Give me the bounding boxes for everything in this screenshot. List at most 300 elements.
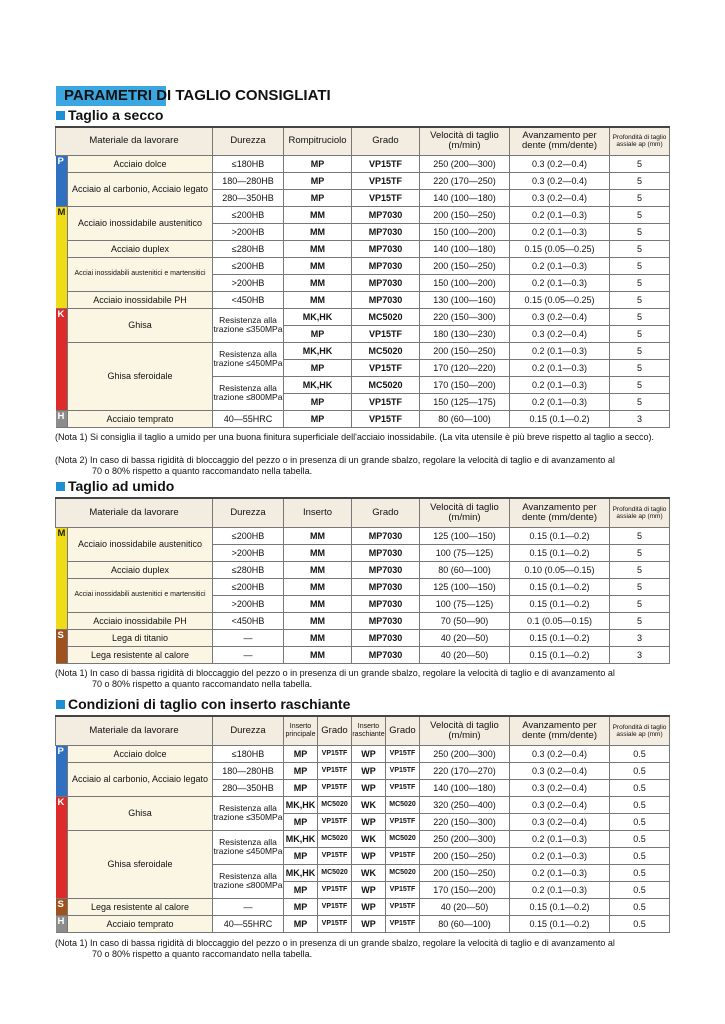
table-row	[56, 240, 670, 257]
grade-cell: VP15TF	[352, 155, 420, 172]
table-row	[56, 342, 670, 359]
feed-cell: 0.2 (0.1—0.3)	[510, 274, 610, 291]
depth-cell: 5	[610, 544, 670, 561]
feed-cell: 0.3 (0.2—0.4)	[510, 155, 610, 172]
header-grade: Grado	[352, 127, 420, 155]
speed-cell: 320 (250—400)	[420, 796, 510, 813]
speed-cell: 150 (100—200)	[420, 274, 510, 291]
grade-cell: VP15TF	[352, 189, 420, 206]
feed-cell: 0.15 (0.1—0.2)	[510, 527, 610, 544]
table-row	[56, 291, 670, 308]
grade-cell: VP15TF	[318, 915, 352, 932]
hardness-cell: 280—350HB	[213, 779, 284, 796]
grade-cell: MP7030	[352, 257, 420, 274]
speed-cell: 100 (75—125)	[420, 544, 510, 561]
table-row	[56, 410, 670, 427]
grade-cell: VP15TF	[318, 813, 352, 830]
table-row	[56, 561, 670, 578]
depth-cell: 0.5	[610, 762, 670, 779]
wiper-insert-cell: WP	[352, 898, 386, 915]
table-row	[56, 915, 670, 932]
header-hardness: Durezza	[213, 127, 284, 155]
material-cell: Acciaio duplex	[68, 240, 213, 257]
material-cell: Lega resistente al calore	[68, 898, 213, 915]
depth-cell: 3	[610, 410, 670, 427]
hardness-cell: <450HB	[213, 291, 284, 308]
dry-note-1-text: (Nota 1) Si consiglia il taglio a umido per una buona finitura superficiale dell'acciaio inossidabile. (La vita utensile è più breve rispetto al taglio a secco).	[55, 432, 655, 442]
breaker-cell: MK,HK	[284, 308, 352, 325]
group-p-badge: P	[56, 745, 68, 796]
wet-cutting-table	[55, 497, 670, 664]
depth-cell: 5	[610, 155, 670, 172]
breaker-cell: MM	[284, 240, 352, 257]
insert-cell: MM	[284, 646, 352, 663]
depth-cell: 5	[610, 595, 670, 612]
dry-note-1	[55, 432, 675, 443]
table-header-row	[56, 127, 670, 155]
hardness-cell: Resistenza alla trazione ≤800MPa	[213, 376, 284, 410]
hardness-cell: Resistenza alla trazione ≤800MPa	[213, 864, 284, 898]
feed-cell: 0.2 (0.1—0.3)	[510, 257, 610, 274]
main-insert-cell: MK,HK	[284, 830, 318, 847]
grade-2-cell: VP15TF	[386, 915, 420, 932]
speed-cell: 140 (100—180)	[420, 779, 510, 796]
hardness-cell: 40—55HRC	[213, 410, 284, 427]
breaker-cell: MM	[284, 274, 352, 291]
feed-cell: 0.2 (0.1—0.3)	[510, 864, 610, 881]
grade-cell: VP15TF	[352, 325, 420, 342]
speed-cell: 220 (170—250)	[420, 172, 510, 189]
material-cell: Acciaio dolce	[68, 155, 213, 172]
breaker-cell: MP	[284, 410, 352, 427]
breaker-cell: MK,HK	[284, 376, 352, 393]
insert-cell: MM	[284, 561, 352, 578]
table-row	[56, 206, 670, 223]
depth-cell: 5	[610, 291, 670, 308]
feed-cell: 0.10 (0.05—0.15)	[510, 561, 610, 578]
depth-cell: 5	[610, 359, 670, 376]
material-cell: Acciaio temprato	[68, 915, 213, 932]
speed-cell: 125 (100—150)	[420, 578, 510, 595]
feed-cell: 0.3 (0.2—0.4)	[510, 189, 610, 206]
hardness-cell: ≤200HB	[213, 206, 284, 223]
material-cell: Acciai inossidabili austenitici e martensitici	[68, 578, 213, 612]
insert-cell: MM	[284, 544, 352, 561]
material-cell: Acciaio inossidabile austenitico	[68, 206, 213, 240]
header-grade: Grado	[318, 716, 352, 745]
material-cell: Acciaio dolce	[68, 745, 213, 762]
feed-cell: 0.2 (0.1—0.3)	[510, 881, 610, 898]
depth-cell: 5	[610, 393, 670, 410]
speed-cell: 250 (200—300)	[420, 155, 510, 172]
main-insert-cell: MK,HK	[284, 796, 318, 813]
breaker-cell: MM	[284, 257, 352, 274]
group-p-badge: P	[56, 155, 68, 206]
depth-cell: 5	[610, 189, 670, 206]
page-title	[56, 86, 376, 106]
hardness-cell: 40—55HRC	[213, 915, 284, 932]
feed-cell: 0.3 (0.2—0.4)	[510, 762, 610, 779]
grade-2-cell: VP15TF	[386, 847, 420, 864]
depth-cell: 3	[610, 629, 670, 646]
depth-cell: 0.5	[610, 779, 670, 796]
hardness-cell: Resistenza alla trazione ≤350MPa	[213, 308, 284, 342]
wiper-note-1-line1: (Nota 1) In caso di bassa rigidità di bloccaggio del pezzo o in presenza di un grande sbalzo, regolare la velocità di taglio e di avanzamento al	[55, 938, 615, 948]
main-insert-cell: MK,HK	[284, 864, 318, 881]
material-cell: Acciaio duplex	[68, 561, 213, 578]
table-row	[56, 172, 670, 189]
depth-cell: 5	[610, 274, 670, 291]
hardness-cell: >200HB	[213, 595, 284, 612]
section-heading-dry	[56, 107, 163, 123]
speed-cell: 170 (150—200)	[420, 376, 510, 393]
feed-cell: 0.3 (0.2—0.4)	[510, 325, 610, 342]
feed-cell: 0.3 (0.2—0.4)	[510, 745, 610, 762]
grade-cell: VP15TF	[352, 172, 420, 189]
main-insert-cell: MP	[284, 762, 318, 779]
wiper-insert-cell: WP	[352, 847, 386, 864]
speed-cell: 40 (20—50)	[420, 629, 510, 646]
feed-cell: 0.2 (0.1—0.3)	[510, 359, 610, 376]
main-insert-cell: MP	[284, 745, 318, 762]
grade-2-cell: MC5020	[386, 864, 420, 881]
wet-note-1-line2: 70 o 80% rispetto a quanto raccomandato nella tabella.	[92, 679, 313, 689]
grade-cell: MP7030	[352, 595, 420, 612]
depth-cell: 5	[610, 376, 670, 393]
wiper-insert-cell: WK	[352, 830, 386, 847]
material-cell: Lega di titanio	[68, 629, 213, 646]
feed-cell: 0.2 (0.1—0.3)	[510, 376, 610, 393]
insert-cell: MM	[284, 595, 352, 612]
grade-cell: MP7030	[352, 646, 420, 663]
grade-cell: MC5020	[352, 376, 420, 393]
grade-cell: MP7030	[352, 223, 420, 240]
main-insert-cell: MP	[284, 847, 318, 864]
depth-cell: 0.5	[610, 847, 670, 864]
wet-note-1	[55, 668, 675, 690]
table-row	[56, 629, 670, 646]
table-row	[56, 612, 670, 629]
speed-cell: 40 (20—50)	[420, 898, 510, 915]
speed-cell: 40 (20—50)	[420, 646, 510, 663]
grade-cell: VP15TF	[352, 359, 420, 376]
feed-cell: 0.15 (0.1—0.2)	[510, 915, 610, 932]
depth-cell: 0.5	[610, 898, 670, 915]
hardness-cell: ≤280HB	[213, 561, 284, 578]
feed-cell: 0.15 (0.1—0.2)	[510, 595, 610, 612]
grade-2-cell: VP15TF	[386, 779, 420, 796]
header-speed: Velocità di taglio (m/min)	[420, 127, 510, 155]
feed-cell: 0.2 (0.1—0.3)	[510, 223, 610, 240]
header-material: Materiale da lavorare	[56, 127, 213, 155]
depth-cell: 5	[610, 612, 670, 629]
grade-cell: VP15TF	[352, 410, 420, 427]
grade-2-cell: VP15TF	[386, 898, 420, 915]
speed-cell: 140 (100—180)	[420, 189, 510, 206]
section-heading-wiper-text: Condizioni di taglio con inserto raschiante	[68, 696, 351, 712]
grade-cell: MC5020	[352, 308, 420, 325]
speed-cell: 220 (170—270)	[420, 762, 510, 779]
depth-cell: 5	[610, 206, 670, 223]
grade-cell: MP7030	[352, 629, 420, 646]
breaker-cell: MP	[284, 189, 352, 206]
depth-cell: 0.5	[610, 813, 670, 830]
speed-cell: 250 (200—300)	[420, 745, 510, 762]
insert-cell: MM	[284, 629, 352, 646]
feed-cell: 0.15 (0.05—0.25)	[510, 291, 610, 308]
table-row	[56, 830, 670, 847]
section-heading-dry-text: Taglio a secco	[68, 107, 164, 123]
breaker-cell: MP	[284, 393, 352, 410]
feed-cell: 0.15 (0.1—0.2)	[510, 646, 610, 663]
feed-cell: 0.15 (0.1—0.2)	[510, 578, 610, 595]
feed-cell: 0.2 (0.1—0.3)	[510, 830, 610, 847]
grade-cell: MP7030	[352, 274, 420, 291]
breaker-cell: MM	[284, 223, 352, 240]
wiper-insert-cell: WP	[352, 813, 386, 830]
dry-note-2-line1: (Nota 2) In caso di bassa rigidità di bloccaggio del pezzo o in presenza di un grande sbalzo, regolare la velocità di taglio e di avanzamento al	[55, 455, 615, 465]
hardness-cell: Resistenza alla trazione ≤350MPa	[213, 796, 284, 830]
depth-cell: 0.5	[610, 745, 670, 762]
speed-cell: 100 (75—125)	[420, 595, 510, 612]
hardness-cell: <450HB	[213, 612, 284, 629]
grade-cell: MP7030	[352, 578, 420, 595]
grade-cell: VP15TF	[318, 762, 352, 779]
group-k-badge: K	[56, 796, 68, 898]
feed-cell: 0.15 (0.1—0.2)	[510, 629, 610, 646]
square-bullet-icon	[56, 700, 65, 709]
grade-cell: MP7030	[352, 544, 420, 561]
feed-cell: 0.1 (0.05—0.15)	[510, 612, 610, 629]
breaker-cell: MM	[284, 206, 352, 223]
depth-cell: 3	[610, 646, 670, 663]
speed-cell: 70 (50—90)	[420, 612, 510, 629]
table-row	[56, 155, 670, 172]
grade-cell: MC5020	[352, 342, 420, 359]
wiper-insert-table	[55, 715, 670, 933]
feed-cell: 0.3 (0.2—0.4)	[510, 813, 610, 830]
speed-cell: 140 (100—180)	[420, 240, 510, 257]
dry-note-2	[55, 455, 675, 477]
feed-cell: 0.15 (0.1—0.2)	[510, 898, 610, 915]
main-insert-cell: MP	[284, 813, 318, 830]
table-header-row	[56, 716, 670, 745]
breaker-cell: MM	[284, 291, 352, 308]
group-k-badge: K	[56, 308, 68, 410]
material-cell: Acciaio al carbonio, Acciaio legato	[68, 762, 213, 796]
header-material: Materiale da lavorare	[56, 716, 213, 745]
grade-cell: MP7030	[352, 240, 420, 257]
speed-cell: 220 (150—300)	[420, 308, 510, 325]
header-wiper-insert: Inserto raschiante	[352, 716, 386, 745]
table-row	[56, 762, 670, 779]
header-depth: Profondità di taglio assiale ap (mm)	[610, 498, 670, 527]
hardness-cell: >200HB	[213, 544, 284, 561]
grade-2-cell: VP15TF	[386, 881, 420, 898]
speed-cell: 250 (200—300)	[420, 830, 510, 847]
wiper-insert-cell: WP	[352, 915, 386, 932]
table-row	[56, 898, 670, 915]
table-row	[56, 578, 670, 595]
wiper-insert-cell: WP	[352, 779, 386, 796]
header-depth: Profondità di taglio assiale ap (mm)	[610, 716, 670, 745]
grade-2-cell: VP15TF	[386, 813, 420, 830]
hardness-cell: >200HB	[213, 223, 284, 240]
section-heading-wiper	[56, 696, 350, 712]
feed-cell: 0.2 (0.1—0.3)	[510, 393, 610, 410]
group-h-badge: H	[56, 915, 68, 932]
header-depth: Profondità di taglio assiale ap (mm)	[610, 127, 670, 155]
depth-cell: 0.5	[610, 830, 670, 847]
table-row	[56, 308, 670, 325]
main-insert-cell: MP	[284, 898, 318, 915]
grade-cell: VP15TF	[318, 745, 352, 762]
depth-cell: 5	[610, 257, 670, 274]
speed-cell: 150 (100—200)	[420, 223, 510, 240]
hardness-cell: —	[213, 629, 284, 646]
grade-cell: MC5020	[318, 796, 352, 813]
header-hardness: Durezza	[213, 498, 284, 527]
hardness-cell: ≤200HB	[213, 527, 284, 544]
grade-cell: VP15TF	[318, 881, 352, 898]
table-row	[56, 796, 670, 813]
depth-cell: 0.5	[610, 881, 670, 898]
hardness-cell: 280—350HB	[213, 189, 284, 206]
material-cell: Acciaio al carbonio, Acciaio legato	[68, 172, 213, 206]
hardness-cell: 180—280HB	[213, 172, 284, 189]
material-cell: Ghisa	[68, 796, 213, 830]
main-insert-cell: MP	[284, 881, 318, 898]
header-grade: Grado	[352, 498, 420, 527]
group-h-badge: H	[56, 410, 68, 427]
grade-cell: MP7030	[352, 206, 420, 223]
grade-cell: MP7030	[352, 527, 420, 544]
speed-cell: 220 (150—300)	[420, 813, 510, 830]
section-heading-wet-text: Taglio ad umido	[68, 478, 175, 494]
depth-cell: 5	[610, 561, 670, 578]
speed-cell: 80 (60—100)	[420, 561, 510, 578]
wiper-insert-cell: WP	[352, 762, 386, 779]
speed-cell: 170 (150—200)	[420, 881, 510, 898]
header-feed: Avanzamento per dente (mm/dente)	[510, 127, 610, 155]
breaker-cell: MP	[284, 359, 352, 376]
material-cell: Ghisa sferoidale	[68, 830, 213, 898]
header-feed: Avanzamento per dente (mm/dente)	[510, 716, 610, 745]
feed-cell: 0.2 (0.1—0.3)	[510, 206, 610, 223]
breaker-cell: MK,HK	[284, 342, 352, 359]
speed-cell: 200 (150—250)	[420, 342, 510, 359]
header-material: Materiale da lavorare	[56, 498, 213, 527]
breaker-cell: MP	[284, 172, 352, 189]
depth-cell: 5	[610, 325, 670, 342]
grade-2-cell: MC5020	[386, 830, 420, 847]
material-cell: Lega resistente al calore	[68, 646, 213, 663]
depth-cell: 0.5	[610, 796, 670, 813]
grade-cell: MC5020	[318, 830, 352, 847]
grade-2-cell: MC5020	[386, 796, 420, 813]
depth-cell: 5	[610, 342, 670, 359]
wiper-note-1-line2: 70 o 80% rispetto a quanto raccomandato nella tabella.	[92, 949, 313, 959]
page-title-text: PARAMETRI DI TAGLIO CONSIGLIATI	[64, 87, 331, 104]
table-header-row	[56, 498, 670, 527]
feed-cell: 0.3 (0.2—0.4)	[510, 796, 610, 813]
hardness-cell: ≤200HB	[213, 257, 284, 274]
insert-cell: MM	[284, 578, 352, 595]
speed-cell: 80 (60—100)	[420, 915, 510, 932]
dry-cutting-table	[55, 126, 670, 428]
hardness-cell: Resistenza alla trazione ≤450MPa	[213, 830, 284, 864]
wet-note-1-line1: (Nota 1) In caso di bassa rigidità di bloccaggio del pezzo o in presenza di un grande sbalzo, regolare la velocità di taglio e di avanzamento al	[55, 668, 615, 678]
depth-cell: 0.5	[610, 915, 670, 932]
material-cell: Acciai inossidabili austenitici e martensitici	[68, 257, 213, 291]
material-cell: Acciaio inossidabile PH	[68, 291, 213, 308]
main-insert-cell: MP	[284, 915, 318, 932]
material-cell: Acciaio inossidabile PH	[68, 612, 213, 629]
header-main-insert: Inserto principale	[284, 716, 318, 745]
breaker-cell: MP	[284, 155, 352, 172]
square-bullet-icon	[56, 482, 65, 491]
table-row	[56, 527, 670, 544]
speed-cell: 180 (130—230)	[420, 325, 510, 342]
table-row	[56, 745, 670, 762]
depth-cell: 5	[610, 527, 670, 544]
depth-cell: 5	[610, 172, 670, 189]
grade-cell: MP7030	[352, 612, 420, 629]
hardness-cell: >200HB	[213, 274, 284, 291]
hardness-cell: 180—280HB	[213, 762, 284, 779]
grade-2-cell: VP15TF	[386, 745, 420, 762]
speed-cell: 150 (125—175)	[420, 393, 510, 410]
depth-cell: 0.5	[610, 864, 670, 881]
dry-note-2-line2: 70 o 80% rispetto a quanto raccomandato nella tabella.	[92, 466, 313, 476]
speed-cell: 125 (100—150)	[420, 527, 510, 544]
section-heading-wet	[56, 478, 174, 494]
square-bullet-icon	[56, 111, 65, 120]
grade-cell: VP15TF	[318, 898, 352, 915]
header-speed: Velocità di taglio (m/min)	[420, 498, 510, 527]
table-row	[56, 646, 670, 663]
wiper-note-1	[55, 938, 675, 960]
material-cell: Acciaio inossidabile austenitico	[68, 527, 213, 561]
group-m-badge: M	[56, 527, 68, 629]
grade-cell: VP15TF	[318, 779, 352, 796]
grade-cell: MC5020	[318, 864, 352, 881]
depth-cell: 5	[610, 223, 670, 240]
grade-cell: MP7030	[352, 291, 420, 308]
wiper-insert-cell: WK	[352, 796, 386, 813]
group-s-badge: S	[56, 898, 68, 915]
header-feed: Avanzamento per dente (mm/dente)	[510, 498, 610, 527]
hardness-cell: ≤180HB	[213, 745, 284, 762]
breaker-cell: MP	[284, 325, 352, 342]
feed-cell: 0.2 (0.1—0.3)	[510, 342, 610, 359]
feed-cell: 0.15 (0.05—0.25)	[510, 240, 610, 257]
header-speed: Velocità di taglio (m/min)	[420, 716, 510, 745]
grade-cell: MP7030	[352, 561, 420, 578]
header-grade-2: Grado	[386, 716, 420, 745]
hardness-cell: ≤280HB	[213, 240, 284, 257]
material-cell: Acciaio temprato	[68, 410, 213, 427]
insert-cell: MM	[284, 612, 352, 629]
header-breaker: Rompitruciolo	[284, 127, 352, 155]
hardness-cell: —	[213, 898, 284, 915]
grade-cell: VP15TF	[352, 393, 420, 410]
main-insert-cell: MP	[284, 779, 318, 796]
wiper-insert-cell: WK	[352, 864, 386, 881]
speed-cell: 200 (150—250)	[420, 257, 510, 274]
feed-cell: 0.3 (0.2—0.4)	[510, 172, 610, 189]
wiper-insert-cell: WP	[352, 881, 386, 898]
